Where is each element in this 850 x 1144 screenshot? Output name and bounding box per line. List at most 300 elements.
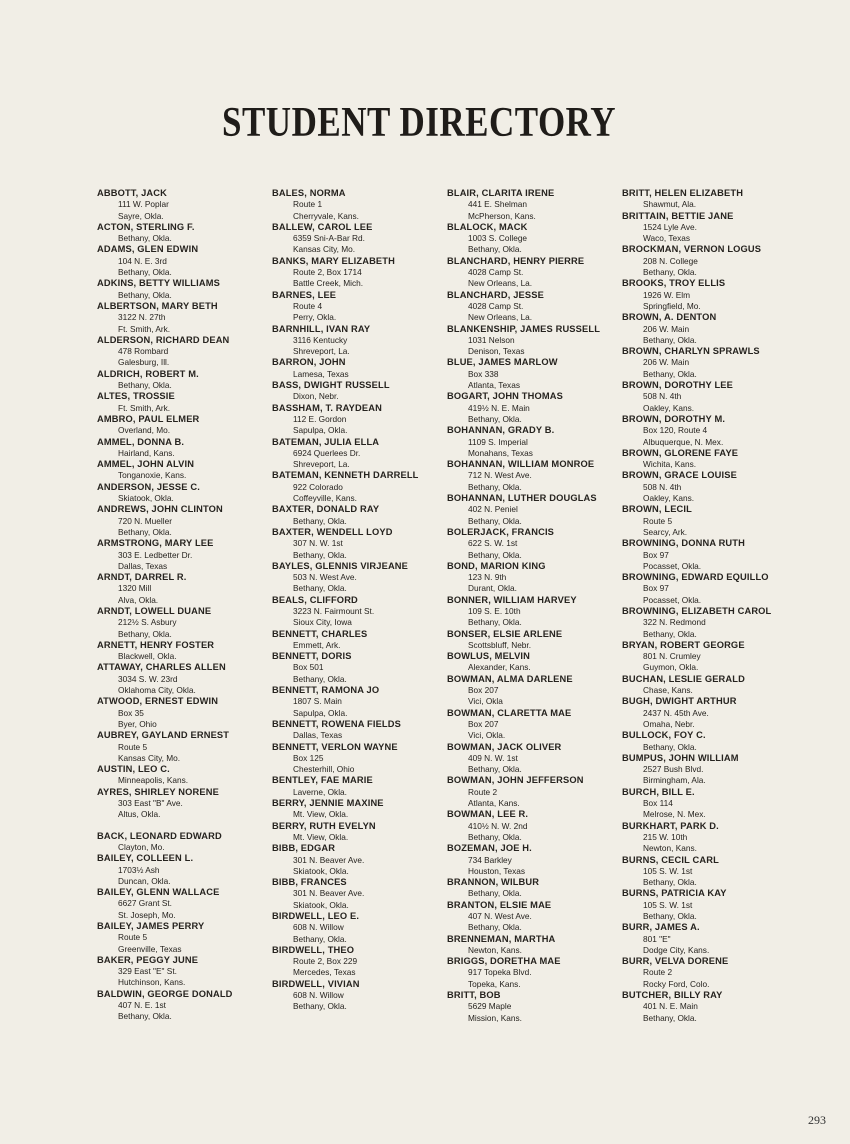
- student-name: BROWN, LECIL: [622, 504, 692, 515]
- student-name: BOWMAN, JOHN JEFFERSON: [447, 775, 584, 786]
- student-name: ARNDT, DARREL R.: [97, 572, 187, 583]
- directory-entry: [447, 290, 619, 324]
- student-name: BENTLEY, FAE MARIE: [272, 775, 373, 786]
- address-line: Bethany, Okla.: [643, 741, 697, 752]
- student-name: BACK, LEONARD EDWARD: [97, 830, 222, 841]
- student-name: BURCH, BILL E.: [622, 786, 695, 797]
- student-name: BROOKS, TROY ELLIS: [622, 278, 726, 289]
- address-line: New Orleans, La.: [468, 312, 533, 323]
- directory-entry: [622, 346, 794, 380]
- address-line: Bethany, Okla.: [643, 368, 697, 379]
- address-line: 6924 Querlees Dr.: [293, 447, 361, 458]
- address-line: Altus, Okla.: [118, 809, 161, 820]
- directory-entry: [97, 335, 269, 369]
- student-name: BENNETT, RAMONA JO: [272, 685, 380, 696]
- directory-entry: [447, 775, 619, 809]
- student-name: BOGART, JOHN THOMAS: [447, 391, 563, 402]
- address-line: Clayton, Mo.: [118, 841, 165, 852]
- directory-entry: [97, 640, 269, 663]
- address-line: Ft. Smith, Ark.: [118, 402, 171, 413]
- address-line: Bethany, Okla.: [468, 617, 522, 628]
- student-name: ARNETT, HENRY FOSTER: [97, 639, 215, 650]
- directory-entry: [97, 955, 269, 989]
- address-line: 3034 S. W. 23rd: [118, 673, 178, 684]
- address-line: Box 207: [468, 718, 499, 729]
- address-line: 303 E. Ledbetter Dr.: [118, 549, 193, 560]
- student-name: BUMPUS, JOHN WILLIAM: [622, 752, 739, 763]
- student-name: BIRDWELL, VIVIAN: [272, 978, 360, 989]
- address-line: Box 501: [293, 662, 324, 673]
- address-line: Bethany, Okla.: [468, 515, 522, 526]
- address-line: 208 N. College: [643, 255, 698, 266]
- address-line: 109 S. E. 10th: [468, 605, 521, 616]
- student-name: BARNES, LEE: [272, 289, 337, 300]
- address-line: Omaha, Nebr.: [643, 718, 695, 729]
- directory-entry: [272, 504, 444, 527]
- student-name: BROWN, DOROTHY M.: [622, 413, 726, 424]
- student-name: AUBREY, GAYLAND ERNEST: [97, 730, 230, 741]
- directory-entry: [272, 821, 444, 844]
- student-name: BONNER, WILLIAM HARVEY: [447, 594, 577, 605]
- directory-entry: [622, 888, 794, 922]
- student-name: ATWOOD, ERNEST EDWIN: [97, 696, 219, 707]
- directory-entry: [622, 855, 794, 889]
- directory-entry: [97, 504, 269, 538]
- directory-entry: [622, 674, 794, 697]
- address-line: 508 N. 4th: [643, 391, 682, 402]
- student-name: BROCKMAN, VERNON LOGUS: [622, 244, 762, 255]
- address-line: Bethany, Okla.: [293, 549, 347, 560]
- address-line: 6359 Sni-A-Bar Rd.: [293, 233, 365, 244]
- address-line: 410½ N. W. 2nd: [468, 820, 528, 831]
- student-name: BLANKENSHIP, JAMES RUSSELL: [447, 323, 601, 334]
- directory-entry: [622, 990, 794, 1024]
- directory-entry: [97, 764, 269, 787]
- address-line: Bethany, Okla.: [118, 628, 172, 639]
- directory-entry: [97, 437, 269, 460]
- student-name: BROWN, A. DENTON: [622, 312, 717, 323]
- address-line: Bethany, Okla.: [293, 673, 347, 684]
- address-line: Route 2: [643, 967, 673, 978]
- student-name: BLANCHARD, HENRY PIERRE: [447, 255, 585, 266]
- address-line: Searcy, Ark.: [643, 526, 688, 537]
- address-line: Greenville, Texas: [118, 943, 182, 954]
- address-line: Bethany, Okla.: [293, 515, 347, 526]
- address-line: Cherryvale, Kans.: [293, 210, 359, 221]
- directory-column-4: [622, 188, 794, 1024]
- address-line: Alexander, Kans.: [468, 662, 531, 673]
- address-line: 801 N. Crumley: [643, 651, 701, 662]
- address-line: 4028 Camp St.: [468, 267, 524, 278]
- directory-entry: [272, 843, 444, 877]
- address-line: 3122 N. 27th: [118, 312, 166, 323]
- student-name: BAYLES, GLENNIS VIRJEANE: [272, 560, 409, 571]
- directory-entry: [447, 674, 619, 708]
- address-line: 1807 S. Main: [293, 696, 342, 707]
- student-name: ALDRICH, ROBERT M.: [97, 368, 199, 379]
- directory-entry: [272, 979, 444, 1013]
- address-line: Oakley, Kans.: [643, 493, 695, 504]
- address-line: Bethany, Okla.: [468, 764, 522, 775]
- directory-entry: [622, 278, 794, 312]
- address-line: Route 2, Box 229: [293, 956, 358, 967]
- directory-entry: [272, 403, 444, 437]
- student-name: ARNDT, LOWELL DUANE: [97, 605, 212, 616]
- student-name: ADAMS, GLEN EDWIN: [97, 244, 199, 255]
- address-line: Box 207: [468, 685, 499, 696]
- directory-column-3: [447, 188, 619, 1024]
- student-name: ANDREWS, JOHN CLINTON: [97, 504, 223, 515]
- student-name: BALES, NORMA: [272, 188, 346, 198]
- address-line: 307 N. W. 1st: [293, 538, 343, 549]
- address-line: 1003 S. College: [468, 233, 528, 244]
- student-name: ACTON, STERLING F.: [97, 221, 195, 232]
- directory-entry: [97, 606, 269, 640]
- directory-entry: [622, 470, 794, 504]
- directory-entry: [447, 357, 619, 391]
- address-line: Shawmut, Ala.: [643, 199, 697, 210]
- directory-entry: [97, 369, 269, 392]
- student-name: BROWN, GRACE LOUISE: [622, 470, 737, 481]
- directory-entry: [97, 244, 269, 278]
- address-line: 419½ N. E. Main: [468, 402, 530, 413]
- student-name: BAILEY, JAMES PERRY: [97, 921, 205, 931]
- directory-entry: [272, 188, 444, 222]
- directory-entry: [272, 911, 444, 945]
- student-name: BAILEY, COLLEEN L.: [97, 853, 194, 864]
- address-line: 407 N. West Ave.: [468, 911, 532, 921]
- address-line: Bethany, Okla.: [643, 911, 697, 921]
- address-line: Perry, Okla.: [293, 312, 337, 323]
- student-name: AMMEL, JOHN ALVIN: [97, 459, 195, 470]
- directory-entry: [447, 188, 619, 222]
- student-name: BROWNING, ELIZABETH CAROL: [622, 605, 772, 616]
- directory-entry: [272, 651, 444, 685]
- address-line: 111 W. Poplar: [118, 199, 169, 210]
- address-line: 922 Colorado: [293, 481, 343, 492]
- address-line: Box 97: [643, 583, 669, 594]
- student-name: BUCHAN, LESLIE GERALD: [622, 673, 745, 684]
- address-line: Bethany, Okla.: [118, 1011, 172, 1022]
- address-line: Minneapolis, Kans.: [118, 775, 189, 786]
- address-line: 3116 Kentucky: [293, 334, 348, 345]
- directory-entry: [622, 956, 794, 990]
- address-line: Chase, Kans.: [643, 685, 693, 696]
- directory-entry: [447, 742, 619, 776]
- address-line: Ft. Smith, Ark.: [118, 323, 171, 334]
- address-line: Bethany, Okla.: [293, 583, 347, 594]
- address-line: Box 35: [118, 707, 144, 718]
- address-line: Dixon, Nebr.: [293, 391, 339, 402]
- address-line: 123 N. 9th: [468, 572, 507, 583]
- directory-entry: [97, 482, 269, 505]
- address-line: Route 5: [118, 741, 148, 752]
- student-name: BOHANNAN, GRADY B.: [447, 425, 555, 436]
- address-line: Bethany, Okla.: [468, 888, 522, 899]
- student-name: BROWNING, DONNA RUTH: [622, 538, 745, 549]
- student-name: ATTAWAY, CHARLES ALLEN: [97, 662, 226, 673]
- address-line: Lamesa, Texas: [293, 368, 349, 379]
- address-line: 6627 Grant St.: [118, 898, 172, 909]
- directory-entry: [622, 448, 794, 471]
- address-line: Guymon, Okla.: [643, 662, 699, 673]
- student-name: BOND, MARION KING: [447, 560, 546, 571]
- directory-entry: [97, 887, 269, 921]
- address-line: Box 97: [643, 549, 669, 560]
- directory-entry: [622, 244, 794, 278]
- address-line: Mt. View, Okla.: [293, 831, 349, 842]
- directory-entry: [622, 922, 794, 956]
- student-name: ALDERSON, RICHARD DEAN: [97, 334, 230, 345]
- student-name: BENNETT, VERLON WAYNE: [272, 741, 398, 752]
- address-line: Galesburg, Ill.: [118, 357, 170, 368]
- address-line: 503 N. West Ave.: [293, 572, 357, 583]
- student-name: BOWMAN, JACK OLIVER: [447, 741, 562, 752]
- address-line: Topeka, Kans.: [468, 978, 521, 989]
- address-line: Blackwell, Okla.: [118, 651, 177, 662]
- directory-entry: [272, 357, 444, 380]
- directory-entry: [272, 798, 444, 821]
- address-line: Sapulpa, Okla.: [293, 425, 348, 436]
- student-name: ADKINS, BETTY WILLIAMS: [97, 278, 220, 289]
- student-name: BAXTER, DONALD RAY: [272, 504, 380, 515]
- address-line: 206 W. Main: [643, 357, 690, 368]
- address-line: Shreveport, La.: [293, 459, 350, 470]
- directory-entry: [272, 324, 444, 358]
- address-line: 1524 Lyle Ave.: [643, 221, 697, 232]
- directory-entry: [97, 730, 269, 764]
- directory-entry: [97, 188, 269, 222]
- student-name: BURR, JAMES A.: [622, 922, 700, 933]
- student-name: BOWMAN, ALMA DARLENE: [447, 673, 573, 684]
- address-line: Atlanta, Texas: [468, 380, 520, 391]
- student-name: ALBERTSON, MARY BETH: [97, 300, 218, 311]
- address-line: Bethany, Okla.: [643, 267, 697, 278]
- student-name: BROWN, CHARLYN SPRAWLS: [622, 346, 760, 357]
- student-name: AMMEL, DONNA B.: [97, 436, 185, 447]
- directory-entry: [447, 877, 619, 900]
- address-line: Skiatook, Okla.: [293, 865, 349, 876]
- address-line: 608 N. Willow: [293, 990, 344, 1001]
- address-line: 303 East "B" Ave.: [118, 798, 183, 809]
- address-line: 801 "E": [643, 933, 671, 944]
- address-line: Route 5: [643, 515, 673, 526]
- address-line: Route 1: [293, 199, 323, 210]
- directory-entry: [272, 256, 444, 290]
- directory-entry: [447, 493, 619, 527]
- address-line: Scottsbluff, Nebr.: [468, 639, 532, 650]
- address-line: McPherson, Kans.: [468, 210, 536, 221]
- address-line: 478 Rombard: [118, 346, 169, 357]
- student-name: BROWN, GLORENE FAYE: [622, 447, 739, 458]
- student-name: BARRON, JOHN: [272, 357, 346, 368]
- student-name: BARNHILL, IVAN RAY: [272, 323, 371, 334]
- address-line: 1926 W. Elm: [643, 289, 691, 300]
- address-line: Bethany, Okla.: [643, 877, 697, 888]
- student-name: BRANNON, WILBUR: [447, 877, 540, 888]
- student-name: ALTES, TROSSIE: [97, 391, 175, 402]
- student-name: BROWN, DOROTHY LEE: [622, 380, 733, 391]
- address-line: 112 E. Gordon: [293, 413, 347, 424]
- student-name: BRITT, HELEN ELIZABETH: [622, 188, 744, 198]
- student-name: BURNS, PATRICIA KAY: [622, 888, 727, 899]
- address-line: Bethany, Okla.: [118, 526, 172, 537]
- directory-entry: [447, 629, 619, 652]
- address-line: Waco, Texas: [643, 233, 691, 244]
- address-line: Melrose, N. Mex.: [643, 809, 706, 820]
- address-line: Oakley, Kans.: [643, 402, 695, 413]
- address-line: Mercedes, Texas: [293, 967, 356, 978]
- student-name: BIBB, EDGAR: [272, 843, 336, 854]
- address-line: Mt. View, Okla.: [293, 809, 349, 820]
- directory-entry: [97, 222, 269, 245]
- address-line: Byer, Ohio: [118, 718, 157, 729]
- address-line: 212½ S. Asbury: [118, 617, 177, 628]
- student-name: BERRY, RUTH EVELYN: [272, 820, 376, 831]
- address-line: Oklahoma City, Okla.: [118, 685, 196, 696]
- directory-entry: [447, 651, 619, 674]
- directory-entry: [447, 809, 619, 843]
- student-name: BLANCHARD, JESSE: [447, 289, 544, 300]
- student-name: BURNS, CECIL CARL: [622, 854, 719, 865]
- student-name: BIRDWELL, LEO E.: [272, 911, 360, 921]
- student-name: BANKS, MARY ELIZABETH: [272, 255, 395, 266]
- address-line: Vici, Okla.: [468, 730, 506, 741]
- student-name: BENNETT, DORIS: [272, 651, 352, 662]
- address-line: 1109 S. Imperial: [468, 436, 528, 447]
- directory-entry: [622, 538, 794, 572]
- page-title: STUDENT DIRECTORY: [222, 98, 616, 146]
- address-line: 322 N. Redmond: [643, 617, 706, 628]
- directory-entry: [97, 696, 269, 730]
- student-name: BENNETT, ROWENA FIELDS: [272, 718, 401, 729]
- address-line: Box 120, Route 4: [643, 425, 708, 436]
- address-line: Box 125: [293, 752, 324, 763]
- student-name: BRYAN, ROBERT GEORGE: [622, 639, 745, 650]
- address-line: 105 S. W. 1st: [643, 899, 693, 910]
- directory-entry: [447, 391, 619, 425]
- address-line: Mission, Kans.: [468, 1012, 522, 1023]
- student-name: BALLEW, CAROL LEE: [272, 221, 373, 232]
- address-line: Bethany, Okla.: [468, 831, 522, 842]
- directory-entry: [447, 222, 619, 256]
- student-name: BRENNEMAN, MARTHA: [447, 933, 556, 944]
- student-name: BURR, VELVA DORENE: [622, 956, 729, 967]
- address-line: 104 N. E. 3rd: [118, 255, 167, 266]
- address-line: 622 S. W. 1st: [468, 538, 518, 549]
- student-name: BRITT, BOB: [447, 990, 501, 1001]
- student-name: BROWNING, EDWARD EQUILLO: [622, 572, 769, 583]
- address-line: Shreveport, La.: [293, 346, 350, 357]
- address-line: Birmingham, Ala.: [643, 775, 706, 786]
- address-line: Coffeyville, Kans.: [293, 493, 357, 504]
- directory-entry: [272, 437, 444, 471]
- address-line: 301 N. Beaver Ave.: [293, 854, 365, 865]
- directory-entry: [447, 561, 619, 595]
- address-line: 2527 Bush Blvd.: [643, 764, 704, 775]
- student-name: BULLOCK, FOY C.: [622, 730, 706, 741]
- page-number: 293: [808, 1113, 826, 1127]
- directory-entry: [97, 538, 269, 572]
- address-line: 712 N. West Ave.: [468, 470, 532, 481]
- address-line: 402 N. Peniel: [468, 504, 518, 515]
- address-line: 1031 Nelson: [468, 334, 515, 345]
- student-name: BERRY, JENNIE MAXINE: [272, 798, 384, 809]
- address-line: 409 N. W. 1st: [468, 752, 518, 763]
- address-line: Emmett, Ark.: [293, 639, 341, 650]
- address-line: Bethany, Okla.: [468, 413, 522, 424]
- address-line: Box 338: [468, 368, 499, 379]
- address-line: 720 N. Mueller: [118, 515, 172, 526]
- address-line: 608 N. Willow: [293, 922, 344, 933]
- address-line: Duncan, Okla.: [118, 875, 171, 886]
- student-name: BAXTER, WENDELL LOYD: [272, 526, 393, 537]
- student-name: BUGH, DWIGHT ARTHUR: [622, 696, 737, 707]
- address-line: Bethany, Okla.: [468, 481, 522, 492]
- address-line: 3223 N. Fairmount St.: [293, 605, 375, 616]
- address-line: Houston, Texas: [468, 865, 526, 876]
- address-line: Wichita, Kans.: [643, 459, 697, 470]
- address-line: 1703½ Ash: [118, 864, 160, 875]
- student-name: BATEMAN, KENNETH DARRELL: [272, 470, 419, 481]
- directory-entry: [97, 278, 269, 301]
- address-line: Route 5: [118, 932, 148, 943]
- directory-entry: [272, 595, 444, 629]
- directory-column-1: [97, 188, 269, 1023]
- student-name: BOHANNAN, LUTHER DOUGLAS: [447, 493, 597, 504]
- directory-entry: [272, 945, 444, 979]
- address-line: Overland, Mo.: [118, 425, 171, 436]
- address-line: Sioux City, Iowa: [293, 617, 352, 628]
- address-line: Bethany, Okla.: [118, 380, 172, 391]
- directory-entry: [447, 324, 619, 358]
- directory-entry: [272, 222, 444, 256]
- address-line: Rocky Ford, Colo.: [643, 978, 710, 989]
- directory-entry: [272, 380, 444, 403]
- address-line: 734 Barkley: [468, 854, 512, 865]
- student-name: BOWMAN, CLARETTA MAE: [447, 707, 572, 718]
- student-name: BRANTON, ELSIE MAE: [447, 899, 552, 910]
- directory-entry: [447, 256, 619, 290]
- directory-entry: [272, 561, 444, 595]
- address-line: Route 2, Box 1714: [293, 267, 362, 278]
- student-name: BAKER, PEGGY JUNE: [97, 954, 199, 965]
- directory-entry: [97, 921, 269, 955]
- student-name: AUSTIN, LEO C.: [97, 764, 170, 775]
- directory-entry: [622, 312, 794, 346]
- address-line: Newton, Kans.: [468, 944, 522, 955]
- directory-entry: [97, 414, 269, 437]
- address-line: Albuquerque, N. Mex.: [643, 436, 724, 447]
- address-line: Dallas, Texas: [293, 730, 343, 741]
- directory-entry: [97, 459, 269, 482]
- address-line: Kansas City, Mo.: [293, 244, 356, 255]
- address-line: Sapulpa, Okla.: [293, 707, 348, 718]
- directory-entry: [622, 188, 794, 211]
- address-line: Bethany, Okla.: [468, 922, 522, 933]
- address-line: Durant, Okla.: [468, 583, 517, 594]
- directory-entry: [622, 572, 794, 606]
- directory-entry: [447, 459, 619, 493]
- directory-entry: [447, 900, 619, 934]
- address-line: Dodge City, Kans.: [643, 944, 710, 955]
- address-line: Skiatook, Okla.: [118, 493, 174, 504]
- directory-entry: [272, 877, 444, 911]
- address-line: 407 N. E. 1st: [118, 1000, 166, 1011]
- student-name: BIBB, FRANCES: [272, 877, 347, 888]
- student-name: BLALOCK, MACK: [447, 221, 528, 232]
- address-line: Laverne, Okla.: [293, 786, 347, 797]
